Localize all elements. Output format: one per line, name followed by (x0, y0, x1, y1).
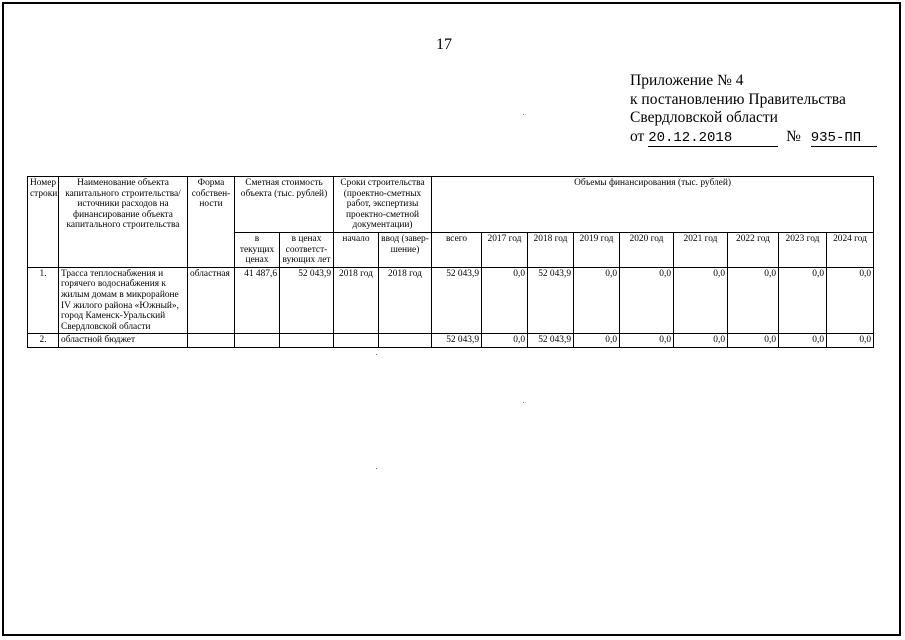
number-sign: № (786, 127, 801, 145)
total-cell: 52 043,9 (432, 334, 482, 348)
subheader-start: начало (334, 232, 379, 267)
header-ownership: Форма собствен-ности (188, 177, 235, 268)
year-2020-cell: 0,0 (620, 334, 674, 348)
header-estimated-cost: Сметная стоимость объекта (тыс. рублей) (235, 177, 334, 233)
table-row (28, 334, 874, 348)
header-construction-terms: Сроки строительства (проектно-сметных работ, экспертизы проектно-сметной документации) (334, 177, 432, 233)
subheader-year-2024: 2024 год (827, 232, 874, 267)
year-2024-cell: 0,0 (827, 334, 874, 348)
page-number: 17 (436, 36, 452, 53)
year-2018-cell: 52 043,9 (528, 267, 574, 334)
cost-adjusted-cell: 52 043,9 (280, 267, 334, 334)
object-name-cell: Трасса теплоснабжения и горячего водоснабжения к жилым домам в микрорайоне IV жилого района «Южный», город Каменск-Уральский Свердловской области (59, 267, 188, 334)
financing-table (27, 176, 874, 348)
annex-region-line: Свердловской области (630, 109, 778, 126)
subheader-total: всего (432, 232, 482, 267)
year-2019-cell: 0,0 (574, 334, 620, 348)
year-2021-cell: 0,0 (674, 267, 728, 334)
header-row-number: Номер строки (28, 177, 59, 268)
subheader-year-2020: 2020 год (620, 232, 674, 267)
header-row (28, 177, 874, 233)
object-name-cell: областной бюджет (59, 334, 188, 348)
year-2023-cell: 0,0 (779, 267, 827, 334)
end-cell: 2018 год (379, 267, 432, 334)
year-2017-cell: 0,0 (482, 267, 528, 334)
row-number-cell: 1. (28, 267, 59, 334)
annex-title: Приложение № 4 (630, 72, 744, 89)
subheader-year-2021: 2021 год (674, 232, 728, 267)
ownership-cell (188, 334, 235, 348)
decree-number: 935-ПП (811, 131, 877, 147)
year-2018-cell: 52 043,9 (528, 334, 574, 348)
subheader-adjusted-prices: в ценах соответст-вующих лет (280, 232, 334, 267)
table-row (28, 267, 874, 334)
start-cell (334, 334, 379, 348)
annex-decree-line: к постановлению Правительства (630, 90, 846, 108)
cost-current-cell: 41 487,6 (235, 267, 280, 334)
total-cell: 52 043,9 (432, 267, 482, 334)
ownership-cell: областная (188, 267, 235, 334)
end-cell (379, 334, 432, 348)
decree-date: 20.12.2018 (648, 131, 778, 147)
annex-block (630, 72, 877, 147)
year-2022-cell: 0,0 (728, 334, 779, 348)
header-object-name: Наименование объекта капитального строительства/ источники расходов на финансирование объекта капитального строительства (59, 177, 188, 268)
scan-speck (523, 114, 524, 115)
scan-speck (523, 402, 524, 403)
row-number-cell: 2. (28, 334, 59, 348)
date-prefix: от (630, 127, 645, 145)
scan-speck (376, 354, 377, 355)
subheader-year-2017: 2017 год (482, 232, 528, 267)
year-2020-cell: 0,0 (620, 267, 674, 334)
cost-current-cell (235, 334, 280, 348)
year-2017-cell: 0,0 (482, 334, 528, 348)
subheader-commissioning: ввод (завер-шение) (379, 232, 432, 267)
subheader-year-2018: 2018 год (528, 232, 574, 267)
annex-date-line (630, 128, 877, 147)
subheader-current-prices: в текущих ценах (235, 232, 280, 267)
scan-speck (376, 468, 377, 469)
year-2022-cell: 0,0 (728, 267, 779, 334)
year-2024-cell: 0,0 (827, 267, 874, 334)
start-cell: 2018 год (334, 267, 379, 334)
header-funding: Объемы финансирования (тыс. рублей) (432, 177, 874, 233)
subheader-year-2022: 2022 год (728, 232, 779, 267)
subheader-year-2019: 2019 год (574, 232, 620, 267)
year-2023-cell: 0,0 (779, 334, 827, 348)
subheader-year-2023: 2023 год (779, 232, 827, 267)
cost-adjusted-cell (280, 334, 334, 348)
year-2019-cell: 0,0 (574, 267, 620, 334)
year-2021-cell: 0,0 (674, 334, 728, 348)
